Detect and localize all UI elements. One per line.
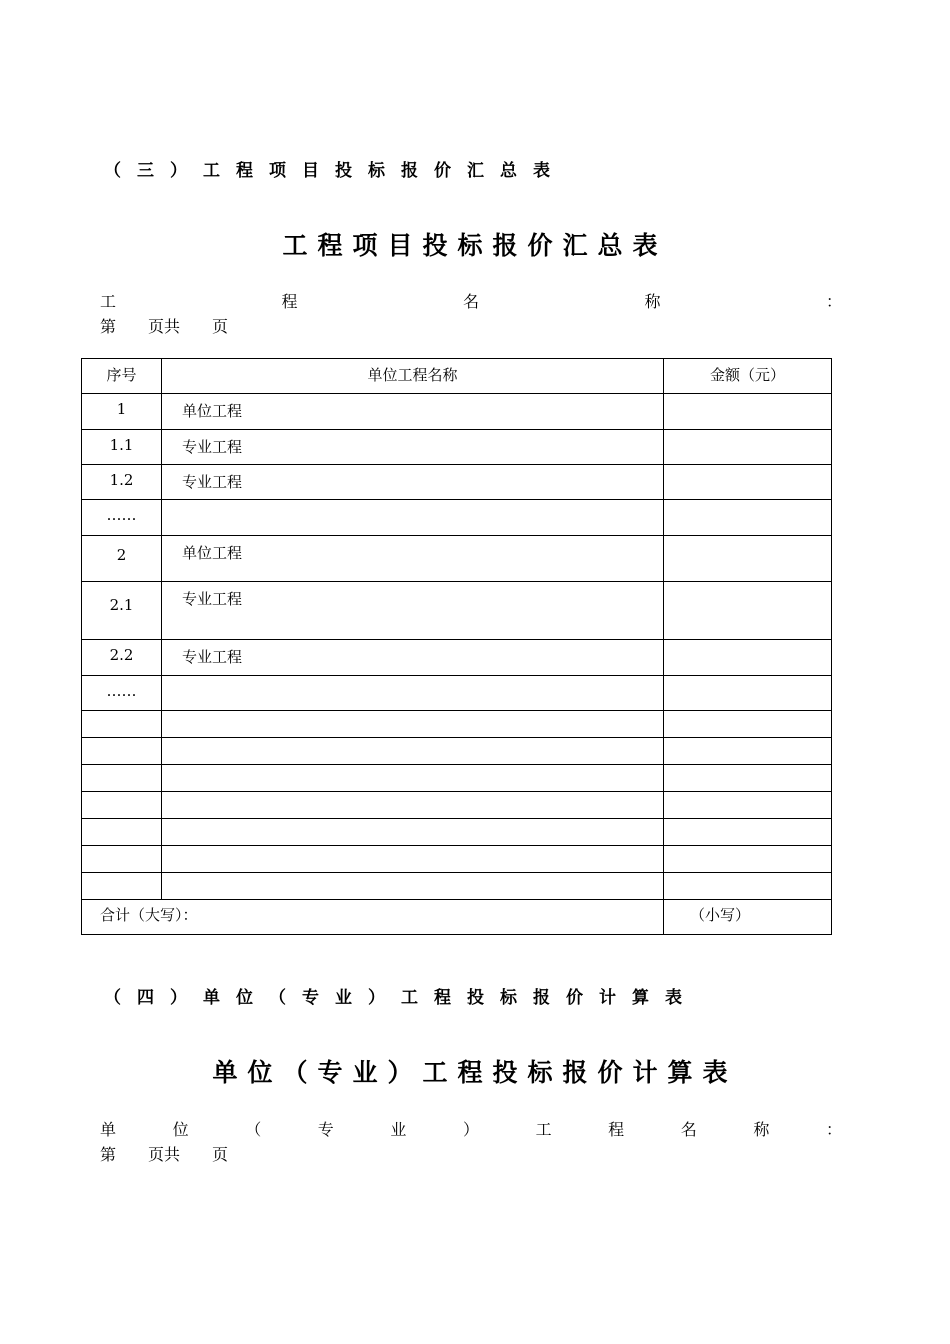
row-name	[162, 819, 664, 846]
row-seq: ……	[82, 676, 162, 711]
table-row	[82, 465, 832, 500]
row-name	[162, 765, 664, 792]
total-row	[82, 900, 832, 935]
row-amount	[664, 640, 832, 676]
table-row	[82, 500, 832, 536]
table-row	[82, 846, 832, 873]
row-amount	[664, 711, 832, 738]
row-name	[162, 792, 664, 819]
unit-name-label-char: 专	[317, 1120, 334, 1139]
row-amount	[664, 792, 832, 819]
project-name-label-char: 名	[462, 292, 479, 311]
row-seq: 2	[82, 536, 162, 582]
small-label: （小写）	[664, 900, 832, 935]
unit-name-label-char: （	[245, 1120, 262, 1139]
row-name: 单位工程	[162, 536, 664, 582]
row-amount	[664, 738, 832, 765]
row-name	[162, 873, 664, 900]
row-name	[162, 676, 664, 711]
table-row	[82, 711, 832, 738]
row-seq: 1.2	[82, 465, 162, 500]
table-row	[82, 792, 832, 819]
table-row	[82, 536, 832, 582]
project-name-label-char: 工	[100, 292, 117, 311]
row-name: 专业工程	[162, 430, 664, 465]
row-amount	[664, 500, 832, 536]
row-name	[162, 846, 664, 873]
row-seq: ……	[82, 500, 162, 536]
project-name-label-char: ：	[825, 292, 842, 311]
row-name: 专业工程	[162, 465, 664, 500]
table-row	[82, 738, 832, 765]
table-row	[82, 430, 832, 465]
project-name-label	[100, 289, 842, 312]
row-amount	[664, 765, 832, 792]
row-seq: 1.1	[82, 430, 162, 465]
row-seq: 2.1	[82, 582, 162, 640]
row-seq	[82, 792, 162, 819]
page-counter-2: 第 页共 页	[100, 1145, 229, 1164]
row-amount	[664, 819, 832, 846]
row-amount	[664, 536, 832, 582]
unit-name-label-char: ：	[825, 1120, 842, 1139]
table-row	[82, 765, 832, 792]
row-name	[162, 711, 664, 738]
row-amount	[664, 465, 832, 500]
row-amount	[664, 676, 832, 711]
unit-name-label-char: 业	[390, 1120, 407, 1139]
table-row	[82, 640, 832, 676]
summary-table	[81, 358, 832, 935]
row-amount	[664, 846, 832, 873]
unit-name-label-char: 位	[172, 1120, 189, 1139]
row-seq: 2.2	[82, 640, 162, 676]
total-label: 合计（大写）：	[82, 900, 664, 935]
table-header-row	[82, 359, 832, 394]
row-name	[162, 738, 664, 765]
row-amount	[664, 394, 832, 430]
row-seq	[82, 711, 162, 738]
unit-name-label-char: 名	[680, 1120, 697, 1139]
unit-name-label-char: 单	[100, 1120, 117, 1139]
unit-name-label-char: 称	[753, 1120, 770, 1139]
section-heading: （三）工程项目投标报价汇总表	[104, 161, 566, 181]
row-amount	[664, 582, 832, 640]
unit-name-label	[100, 1117, 842, 1140]
table-row	[82, 873, 832, 900]
row-seq	[82, 873, 162, 900]
unit-name-label-char: 工	[535, 1120, 552, 1139]
unit-name-label-char: ）	[462, 1120, 479, 1139]
row-amount	[664, 430, 832, 465]
header-name: 单位工程名称	[162, 359, 664, 394]
row-amount	[664, 873, 832, 900]
unit-name-label-char: 程	[608, 1120, 625, 1139]
project-name-label-char: 称	[644, 292, 661, 311]
project-name-label-char: 程	[281, 292, 298, 311]
row-seq: 1	[82, 394, 162, 430]
page-title: 工程项目投标报价汇总表	[282, 231, 668, 260]
row-name: 专业工程	[162, 582, 664, 640]
header-amount: 金额（元）	[664, 359, 832, 394]
page-title-2: 单位（专业）工程投标报价计算表	[212, 1058, 738, 1087]
row-seq	[82, 765, 162, 792]
table-row	[82, 819, 832, 846]
row-name: 专业工程	[162, 640, 664, 676]
row-seq	[82, 738, 162, 765]
section-heading-2: （四）单位（专业）工程投标报价计算表	[104, 988, 698, 1008]
row-name: 单位工程	[162, 394, 664, 430]
row-name	[162, 500, 664, 536]
page-counter: 第 页共 页	[100, 317, 229, 336]
header-seq: 序号	[82, 359, 162, 394]
row-seq	[82, 846, 162, 873]
table-row	[82, 394, 832, 430]
table-row	[82, 676, 832, 711]
table-row	[82, 582, 832, 640]
row-seq	[82, 819, 162, 846]
